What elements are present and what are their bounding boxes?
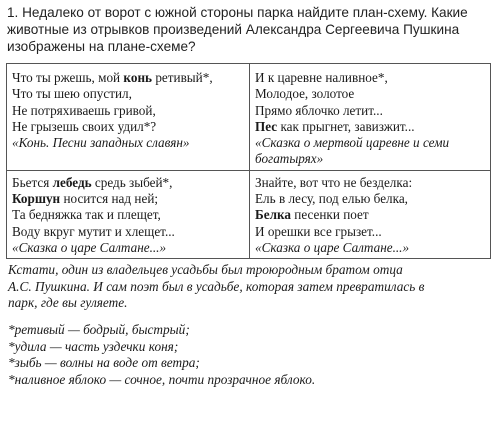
animal-word: Белка	[255, 207, 291, 223]
excerpt-line: Что ты шею опустил,	[12, 86, 132, 102]
excerpt-line: Прямо яблочко летит...	[255, 102, 383, 118]
excerpt-source: богатырях»	[255, 151, 324, 167]
animal-word: Коршун	[12, 191, 61, 207]
excerpt-line: Не потряхиваешь гривой,	[12, 102, 156, 118]
excerpt-cell-squirrel	[250, 170, 491, 258]
paragraph-line: Кстати, один из владельцев усадьбы был троюродным братом отца	[8, 262, 403, 277]
excerpt-source: «Сказка о мертвой царевне и семи	[255, 135, 450, 151]
excerpt-line: Воду вкруг мутит и хлещет...	[12, 223, 175, 239]
table-row	[7, 64, 491, 171]
glossary-notes	[8, 322, 493, 388]
glossary-item: *зыбь — волны на воде от ветра;	[8, 355, 200, 371]
excerpt-source: «Сказка о царе Салтане...»	[255, 239, 410, 255]
excerpt-line: Что ты ржешь, мой конь ретивый*,	[12, 70, 213, 85]
excerpt-line: Та бедняжка так и плещет,	[12, 207, 161, 223]
task-question	[7, 4, 497, 55]
task-line: изображены на плане-схеме?	[7, 39, 196, 54]
task-line: животные из отрывков произведений Александра Сергеевича Пушкина	[7, 22, 460, 37]
animal-word: лебедь	[52, 174, 92, 190]
table-row	[7, 170, 491, 258]
excerpt-source: «Конь. Песни западных славян»	[12, 135, 190, 151]
excerpt-line: Пес как прыгнет, завизжит...	[255, 118, 415, 134]
excerpt-cell-dog	[250, 64, 491, 171]
excerpt-line: И к царевне наливное*,	[255, 70, 388, 85]
glossary-item: *наливное яблоко — сочное, почти прозрачное яблоко.	[8, 371, 316, 387]
excerpts-table	[6, 63, 491, 259]
excerpt-line: Бьется лебедь средь зыбей*,	[12, 174, 173, 190]
excerpt-line: Знайте, вот что не безделка:	[255, 174, 413, 190]
paragraph-line: парк, где вы гуляете.	[8, 295, 128, 311]
glossary-item: *ретивый — бодрый, быстрый;	[8, 322, 190, 337]
task-line: 1. Недалеко от ворот с южной стороны парка найдите план-схему. Какие	[7, 5, 468, 20]
excerpt-line: Белка песенки поет	[255, 207, 369, 223]
excerpt-source: «Сказка о царе Салтане...»	[12, 239, 167, 255]
excerpt-line: Молодое, золотое	[255, 86, 355, 102]
animal-word: конь	[123, 70, 153, 85]
excerpt-line: Не грызешь своих удил*?	[12, 118, 157, 134]
animal-word: Пес	[255, 118, 278, 134]
excerpt-line: Коршун носится над ней;	[12, 191, 159, 207]
info-paragraph	[8, 262, 493, 312]
excerpt-line: Ель в лесу, под елью белка,	[255, 191, 408, 207]
glossary-item: *удила — часть уздечки коня;	[8, 338, 179, 354]
paragraph-line: А.С. Пушкина. И сам поэт был в усадьбе, которая затем превратилась в	[8, 278, 425, 294]
excerpt-cell-swan	[7, 170, 250, 258]
excerpt-line: И орешки все грызет...	[255, 223, 382, 239]
excerpt-cell-horse	[7, 64, 250, 171]
